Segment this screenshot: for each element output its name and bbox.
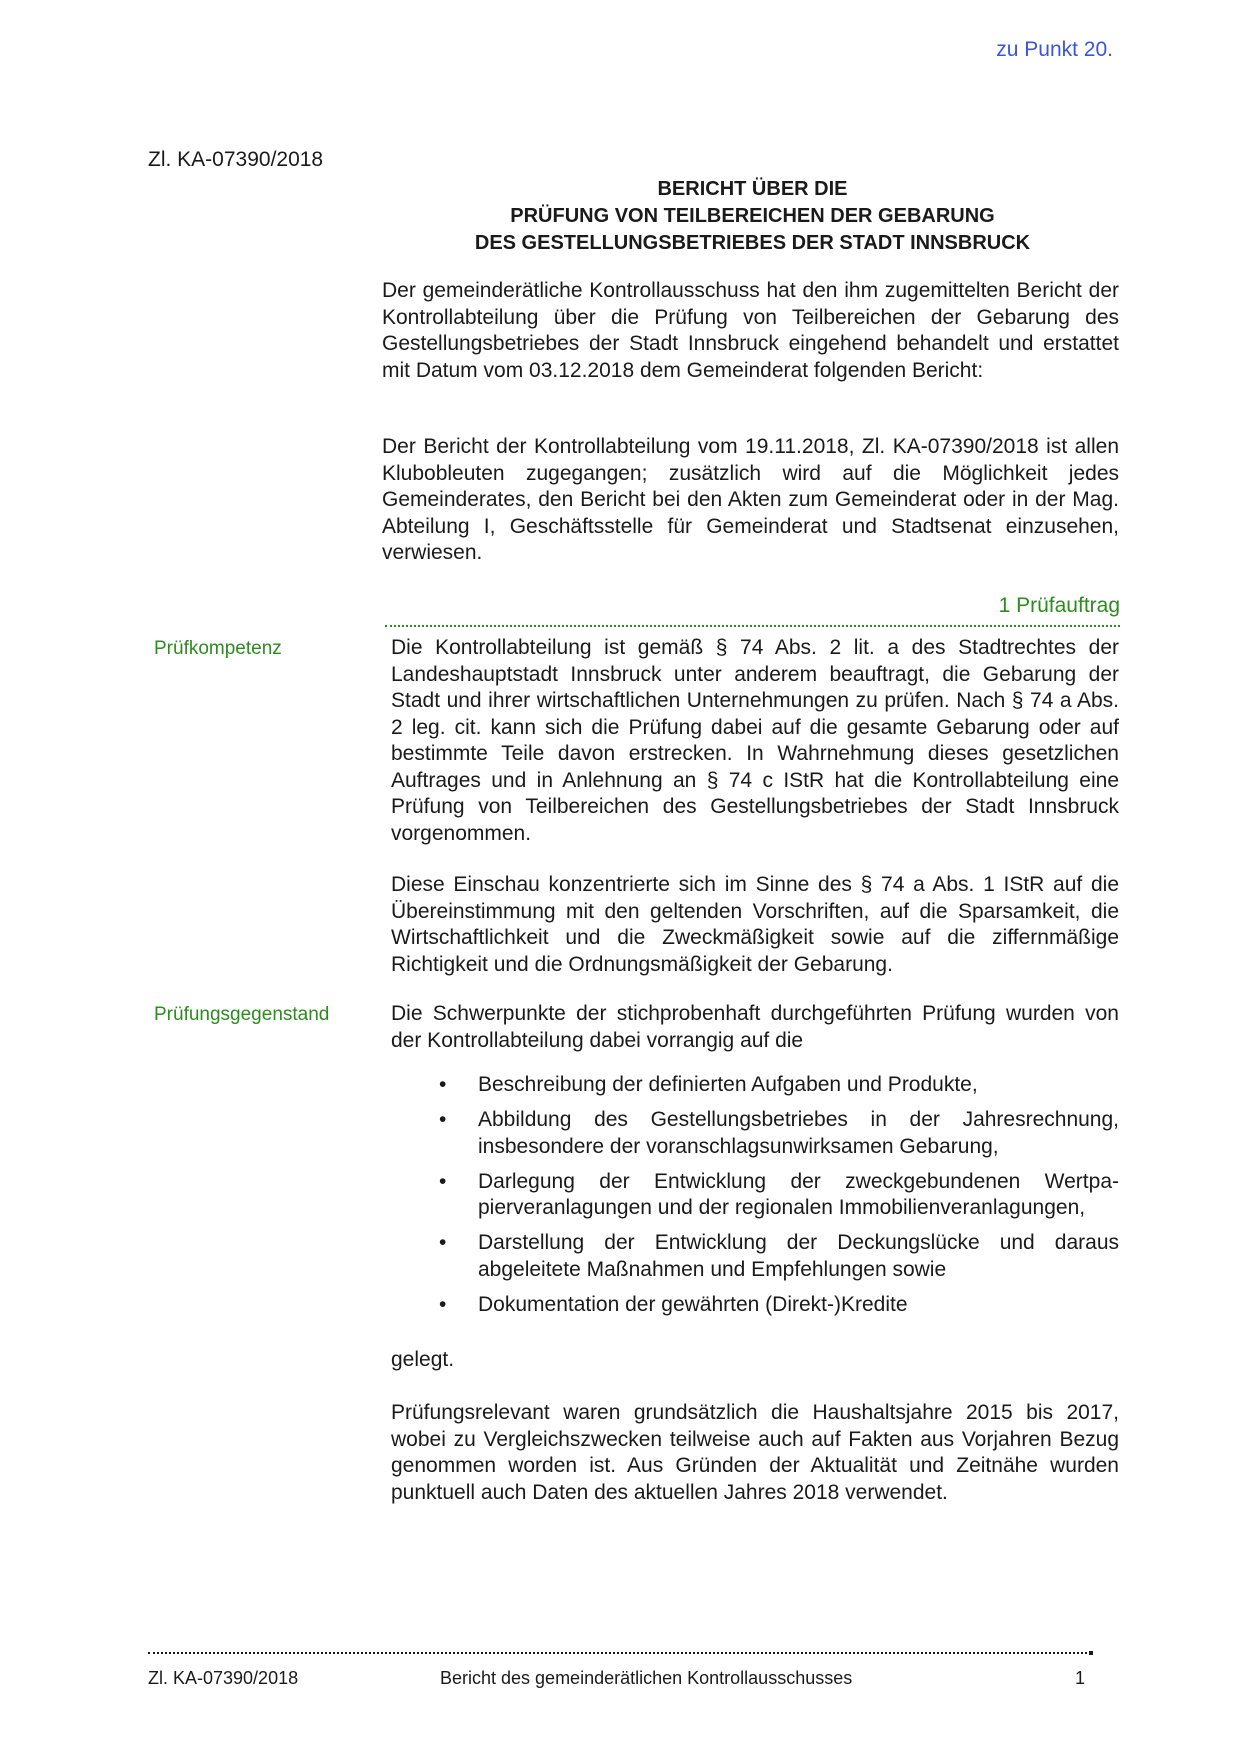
page-number: 1	[1075, 1668, 1086, 1688]
list-item: • Darstellung der Entwicklung der Deckungslücke und daraus abgeleitete Maßnahmen und Empfehlungen sowie	[391, 1230, 1119, 1283]
title-line-1: BERICHT ÜBER DIE	[657, 178, 848, 200]
title-line-2: PRÜFUNG VON TEILBEREICHEN DER GEBARUNG	[510, 205, 995, 227]
top-reference: zu Punkt 20.	[996, 38, 1113, 61]
body-paragraph-5: Prüfungsrelevant waren grundsätzlich die Haushaltsjahre 2015 bis 2017, wobei zu Vergleichszwecken teilweise auch auf Fakten aus Vorjahren Bezug genommen worden ist. Aus Gründen der Aktualität und Zeitnähe wurden punktuell auch Daten des aktuellen Jahres 2018 verwendet.	[391, 1401, 1119, 1504]
footer-title: Bericht des gemeinderätlichen Kontrollausschusses	[440, 1668, 853, 1688]
section-heading	[385, 593, 1120, 627]
list-item: • Dokumentation der gewährten (Direkt-)Kredite	[391, 1292, 1119, 1319]
section-heading-text: 1 Prüfauftrag	[998, 594, 1120, 617]
intro-paragraph-2: Der Bericht der Kontrollabteilung vom 19.11.2018, Zl. KA-07390/2018 ist allen Klubobleuten zugegangen; zusätzlich wird auf die Möglichkeit jedes Gemeinderates, den Bericht bei den Akten zum Gemeinderat oder in der Mag. Abteilung I, Geschäftsstelle für Gemeinderat und Stadtsenat einzusehen, verwiesen.	[382, 435, 1119, 564]
footer-file-number: Zl. KA-07390/2018	[148, 1668, 299, 1688]
margin-label-pruefkompetenz: Prüfkompetenz	[154, 638, 282, 659]
report-title	[385, 176, 1120, 257]
body-paragraph-3: Die Schwerpunkte der stichprobenhaft durchgeführten Prüfung wurden von der Kontrollabteilung dabei vorrangig auf die	[391, 1002, 1119, 1052]
list-item: • Darlegung der Entwicklung der zweckgebundenen Wertpapierveranlagungen und der regionalen Immobilienveranlagungen,	[391, 1169, 1119, 1222]
list-item: • Beschreibung der definierten Aufgaben und Produkte,	[391, 1072, 1119, 1099]
footer-divider	[148, 1652, 1091, 1654]
body-paragraph-4: gelegt.	[391, 1348, 455, 1371]
file-number: Zl. KA-07390/2018	[148, 148, 324, 171]
body-paragraph-2: Diese Einschau konzentrierte sich im Sinne des § 74 a Abs. 1 IStR auf die Übereinstimmung mit den geltenden Vorschriften, auf die Sparsamkeit, die Wirtschaftlichkeit und die Zweckmäßigkeit sowie auf die ziffernmäßige Richtigkeit und die Ordnungsmäßigkeit der Gebarung.	[391, 873, 1119, 976]
title-line-3: DES GESTELLUNGSBETRIEBES DER STADT INNSBRUCK	[474, 232, 1031, 254]
intro-paragraph-1: Der gemeinderätliche Kontrollausschuss hat den ihm zugemittelten Bericht der Kontrollabteilung über die Prüfung von Teilbereichen der Gebarung des Gestellungsbetriebes der Stadt Innsbruck eingehend behandelt und erstattet mit Datum vom 03.12.2018 dem Gemeinderat folgenden Bericht:	[382, 279, 1119, 382]
margin-label-pruefungsgegenstand: Prüfungsgegenstand	[154, 1004, 330, 1025]
list-item: • Abbildung des Gestellungsbetriebes in der Jahresrechnung, insbesondere der voranschlagsunwirksamen Gebarung,	[391, 1107, 1119, 1160]
body-paragraph-1: Die Kontrollabteilung ist gemäß § 74 Abs. 2 lit. a des Stadtrechtes der Landeshauptstadt Innsbruck unter anderem beauftragt, die Gebarung der Stadt und ihrer wirtschaftlichen Unternehmungen zu prüfen. Nach § 74 a Abs. 2 leg. cit. kann sich die Prüfung dabei auf die gesamte Gebarung oder auf bestimmte Teile davon erstrecken. In Wahrnehmung dieses gesetzlichen Auftrages und in Anlehnung an § 74 c IStR hat die Kontrollabteilung eine Prüfung von Teilbereichen des Gestellungsbetriebes der Stadt Innsbruck vorgenommen.	[391, 636, 1119, 845]
section-divider	[385, 625, 1120, 627]
focus-list	[391, 1072, 1119, 1327]
